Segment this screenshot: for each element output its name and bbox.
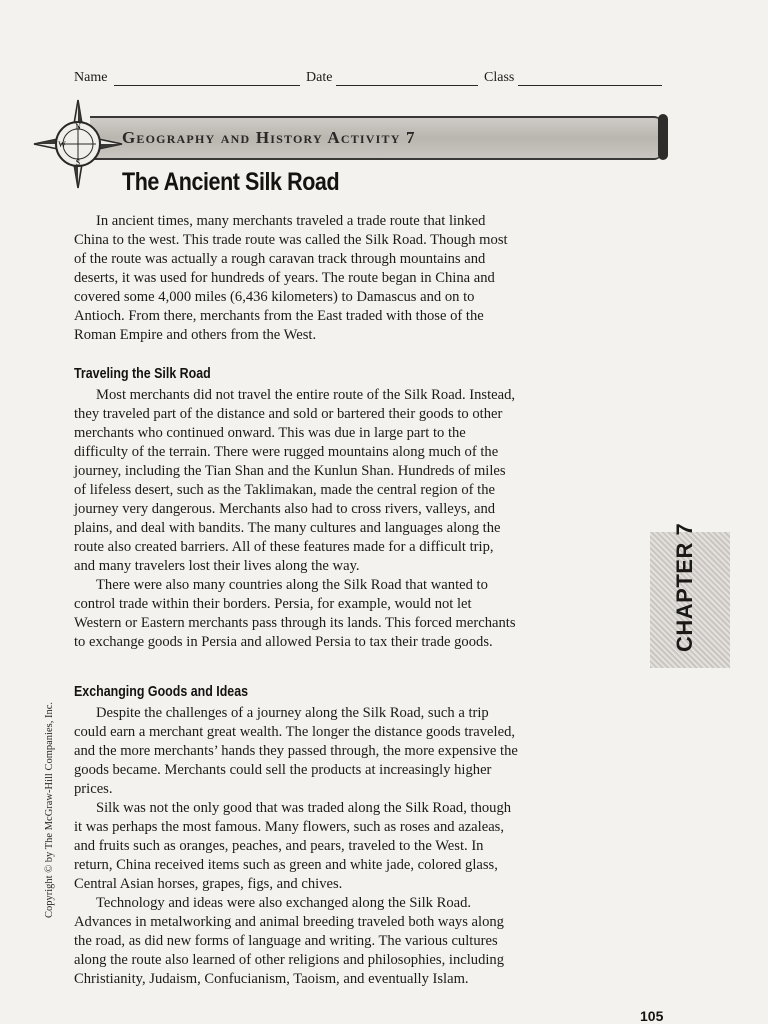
section-heading-traveling: Traveling the Silk Road [74,366,211,382]
compass-rose-icon [30,96,126,192]
copyright-notice: Copyright © by The McGraw-Hill Companies, Inc. [44,702,55,918]
intro-paragraph: In ancient times, many merchants traveled a trade route that linked China to the west. This trade route was called the Silk Road. Though most of the route was actually a rough caravan track through mountains and deserts, it was used for hundreds of years. The route began in China and covered some 4,000 miles (6,436 kilometers) to Damascus and on to Antioch. From there, merchants from the East traded with those of the Roman Empire and others from the West. [74,213,508,343]
page-title: The Ancient Silk Road [122,168,340,196]
banner-end-cap [658,114,668,160]
paragraph: Most merchants did not travel the entire route of the Silk Road. Instead, they traveled part of the distance and sold or bartered their goods to other merchants who continued onward. This was due in large part to the difficulty of the terrain. There were rugged mountains along much of the journey, including the Tian Shan and the Kunlun Shan. Hundreds of miles of lifeless desert, such as the Taklimakan, made the central region of the journey very dangerous. Merchants also had to cross rivers, valleys, and plains, and deal with bandits. The many cultures and languages along the route also created barriers. All of these features made for a difficult trip, and many travelers lost their lives along the way. [74,387,516,574]
paragraph: Technology and ideas were also exchanged along the Silk Road. Advances in metalworking and animal breeding traveled both ways along the road, as did new forms of language and writing. The various cultures along the route also learned of other religions and philosophies, including Christianity, Judaism, Confucianism, Taoism, and eventually Islam. [74,895,505,987]
intro-text [74,212,518,345]
date-rule [336,85,478,86]
page-number: 105 [640,1008,664,1024]
name-date-class-line [74,70,674,90]
section-heading-exchanging: Exchanging Goods and Ideas [74,684,249,700]
chapter-tab [650,522,730,668]
compass-north-letter: N [75,122,81,131]
section-body-traveling [74,386,518,652]
chapter-tab-label: CHAPTER 7 [672,522,697,652]
class-rule [518,85,662,86]
compass-west-letter: W [58,140,66,149]
activity-banner [90,116,662,160]
class-label: Class [484,70,515,85]
paragraph: There were also many countries along the Silk Road that wanted to control trade within their borders. Persia, for example, would not let Western or Eastern merchants pass through its lands. This forced merchants to exchange goods in Persia and allowed Persia to tax their trade goods. [74,577,516,650]
name-rule [114,85,300,86]
banner-title: Geography and History Activity 7 [122,128,416,147]
compass-south-letter: S [75,158,81,167]
paragraph: Silk was not the only good that was traded along the Silk Road, though it was perhaps the most famous. Many flowers, such as roses and azaleas, and fruits such as oranges, peaches, and pears, traveled to the West. In return, China received items such as green and white jade, colored glass, Central Asian horses, grapes, figs, and chives. [74,800,512,892]
section-body-exchanging [74,704,518,989]
paragraph: Despite the challenges of a journey along the Silk Road, such a trip could earn a merchant great wealth. The longer the distance goods traveled, and the more merchants’ hands they passed through, the more expensive the goods became. Merchants could sell the products at increasingly higher prices. [74,705,518,797]
name-label: Name [74,70,108,85]
date-label: Date [306,70,333,85]
